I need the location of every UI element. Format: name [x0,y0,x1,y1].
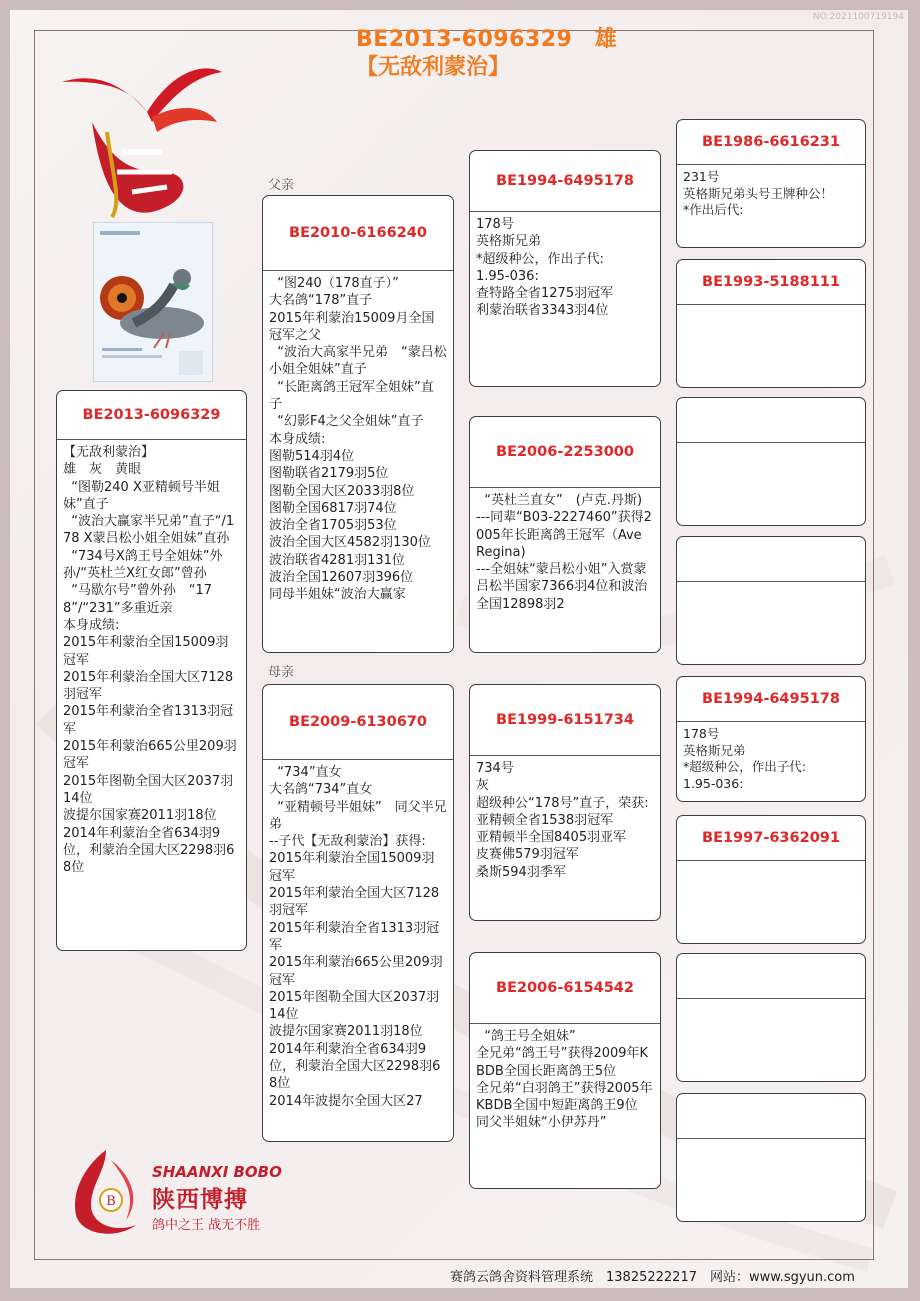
great-grandparent-3-ring [677,398,865,443]
great-grandparent-5-ring: BE1994-6495178 [677,677,865,722]
great-grandparent-6-details [677,861,865,865]
father-label: 父亲 [268,178,295,193]
great-grandparent-3-card[interactable] [676,397,866,526]
great-grandparent-1-details: 231号 英格斯兄弟头号王牌种公！ *作出后代: [683,169,834,217]
document-number: NO:2021100719194 [812,12,904,22]
great-grandparent-7-ring [677,954,865,999]
granddam-paternal-card[interactable] [469,416,661,653]
granddam-maternal-details: “鸽王号全姐妹” 全兄弟“鸽王号”获得2009年KBDB全国长距离鸽王5位 全兄弟“白羽鸽王”获得2005年KBDB全国中短距离鸽王9位 同父半姐妹“小伊苏丹” [476,1029,653,1131]
great-grandparent-8-card[interactable] [676,1093,866,1222]
sire-ring: BE2010-6166240 [263,196,453,271]
great-grandparent-8-details [677,1139,865,1143]
brand-name-chinese: 陕西博搏 [152,1187,248,1213]
header-pigeon-name: 【无敌利蒙治】 [356,55,511,80]
great-grandparent-8-ring [677,1094,865,1139]
great-grandparent-4-card[interactable] [676,536,866,665]
footer-contact: 赛鸽云鸽舍资料管理系统 13825222217 网站：www.sgyun.com [450,1270,855,1285]
granddam-paternal-ring: BE2006-2253000 [470,417,660,488]
subject-ring: BE2013-6096329 [57,391,246,440]
mother-label: 母亲 [268,665,295,680]
great-grandparent-6-card[interactable] [676,815,866,944]
great-grandparent-5-card[interactable] [676,676,866,802]
sire-details: “图240（178直子）” 大名鸽“178”直子 2015年利蒙治15009月全国冠军之父 “波治大高家半兄弟 “蒙吕松小姐全姐妹”直子 “长距离鸽王冠军全姐妹”直 子 “幻影F4之父全姐妹”直子 本身成绩: 图勒514羽4位 图勒联省2179羽5位 图勒全国大区2033羽8位 图勒全国6817羽74位 波治全省1705羽53位 波治全国大区4582羽130位 波治联省4281羽131位 波治全国12607羽396位 同母半姐妹“波治大赢家 [269,276,447,603]
header-ring-sex: BE2013-6096329 雄 [356,27,618,52]
great-grandparent-1-card[interactable] [676,119,866,248]
great-grandparent-1-ring: BE1986-6616231 [677,120,865,165]
grandsire-maternal-card[interactable] [469,684,661,921]
great-grandparent-4-details [677,582,865,586]
grandsire-maternal-ring: BE1999-6151734 [470,685,660,756]
grandsire-paternal-details: 178号 英格斯兄弟 *超级种公，作出子代: 1.95-036: 查特路全省1275羽冠军 利蒙治联省3343羽4位 [476,217,614,319]
granddam-maternal-ring: BE2006-6154542 [470,953,660,1024]
great-grandparent-2-card[interactable] [676,259,866,388]
dam-details: “734”直女 大名鸽“734”直女 “亚精顿号半姐妹” 同父半兄弟 --子代【无敌利蒙治】获得: 2015年利蒙治全国15009羽冠军 2015年利蒙治全国大区7128羽冠军 2015年利蒙治全省1313羽冠军 2015年利蒙治665公里209羽冠军 2015年图勒全国大区2037羽14位 波提尔国家赛2011羽18位 2014年利蒙治全省634羽9位，利蒙治全国大区2298羽68位 2014年波提尔全国大区27 [269,765,447,1109]
grandsire-maternal-details: 734号 灰 超级种公“178号”直子，荣获: 亚精顿全省1538羽冠军 亚精顿半全国8405羽亚军 皮赛佛579羽冠军 桑斯594羽季军 [476,761,649,880]
shaanxi-bobo-logo-icon [66,1145,150,1241]
great-grandparent-4-ring [677,537,865,582]
granddam-maternal-card[interactable] [469,952,661,1189]
pigeon-photo-icon [94,223,212,381]
pigeon-photo-card [93,222,213,382]
great-grandparent-5-details: 178号 英格斯兄弟 *超级种公，作出子代: 1.95-036: [683,726,806,791]
great-grandparent-3-details [677,443,865,447]
phoenix-logo-icon [52,62,227,222]
brand-name-english: SHAANXI BOBO [152,1163,282,1181]
dam-card[interactable] [262,684,454,1142]
great-grandparent-7-card[interactable] [676,953,866,1082]
sire-card[interactable] [262,195,454,653]
dam-ring: BE2009-6130670 [263,685,453,760]
subject-card[interactable] [56,390,247,951]
brand-slogan: 鸽中之王 战无不胜 [152,1218,261,1233]
subject-details: 【无敌利蒙治】 雄 灰 黄眼 “图勒240 X亚精顿号半姐妹”直子 “波治大赢家半兄弟”直子“/178 X蒙吕松小姐全姐妹”直孙 “734号X鸽王号全姐妹”外孙/“英杜兰X红女郎”曾孙 “马歇尔号”曾外孙 “178”/“231”多重近亲 本身成绩: 2015年利蒙治全国15009羽冠军 2015年利蒙治全国大区7128羽冠军 2015年利蒙治全省1313羽冠军 2015年利蒙治665公里209羽冠军 2015年图勒全国大区2037羽14位 波提尔国家赛2011羽18位 2014年利蒙治全省634羽9位，利蒙治全国大区2298羽68位 [63,445,237,876]
great-grandparent-2-details [677,305,865,309]
grandsire-paternal-ring: BE1994-6495178 [470,151,660,212]
grandsire-paternal-card[interactable] [469,150,661,387]
great-grandparent-7-details [677,999,865,1003]
granddam-paternal-details: “英杜兰直女” (卢克.丹斯) ---同辈“B03-2227460”获得2005年长距离鸽王冠军（Ave Regina) ---全姐妹“蒙吕松小姐”入赏蒙吕松半国家7366羽4位和波治全国12898羽2 [476,493,652,612]
svg-text:B: B [106,1194,116,1209]
great-grandparent-6-ring: BE1997-6362091 [677,816,865,861]
great-grandparent-2-ring: BE1993-5188111 [677,260,865,305]
